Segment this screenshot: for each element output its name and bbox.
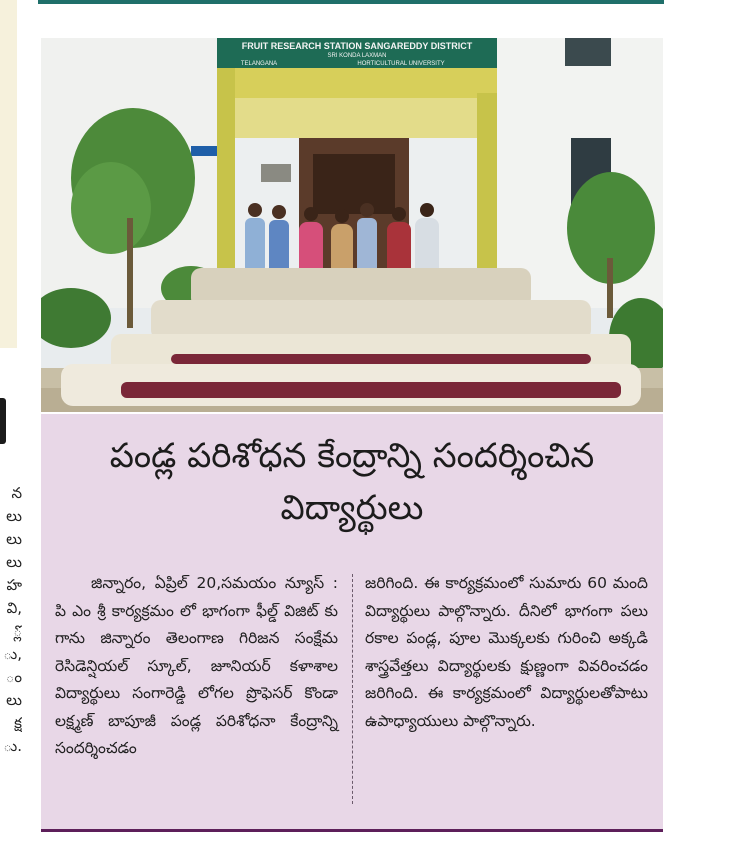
column-divider [352,574,353,804]
adjacent-column-marker [0,398,6,444]
group-photo-illustration [41,38,663,412]
adjacent-fragment: వి, [6,599,22,617]
sign-line-2: SRI KONDA LAXMAN [327,53,387,59]
adjacent-fragment: లు [6,553,22,571]
adjacent-fragment: లు [6,691,22,709]
headline-line-1: పండ్ల పరిశోధన కేంద్రాన్ని సందర్శించిన [109,436,595,476]
article-photo [41,38,663,412]
sign-line-1: FRUIT RESEARCH STATION SANGAREDDY DISTRICT [241,41,473,51]
adjacent-fragment: ు. [3,737,22,755]
adjacent-fragment: న [11,484,22,502]
top-rule [38,0,664,4]
adjacent-fragment: ్లో [13,622,22,640]
adjacent-fragment: ం [5,668,22,686]
article-column-2: జరిగింది. ఈ కార్యక్రమంలో సుమారు 60 మంది విద్యార్థులు పాల్గొన్నారు. దీనిలో భాగంగా పలు రకాల పండ్ల, పూల మొక్కలకు గురించి అక్కడి శాస్త్రవేత్తలు విద్యార్థులకు క్షుణ్ణంగా వివరించడం జరిగింది. ఈ కార్యక్రమంలో విద్యార్థులతోపాటు ఉపాధ్యాయులు పాల్గొన్నారు. [365,574,648,730]
adjacent-fragment: లు [6,507,22,525]
adjacent-fragment: ు, [3,645,22,663]
bottom-rule [41,829,663,832]
adjacent-column-box [0,0,17,348]
sign-line-3-left: TELANGANA [240,61,278,67]
article-panel [41,414,663,829]
headline-line-2: విద్యార్థులు [280,488,424,528]
adjacent-column [0,0,34,847]
adjacent-column-text [0,482,22,758]
adjacent-fragment: హ [6,576,22,594]
adjacent-fragment: లు [6,530,22,548]
article-column-1: జిన్నారం, ఏప్రిల్ 20,సమయం న్యూస్ : పి ఎం శ్రీ కార్యక్రమం లో భాగంగా ఫీల్డ్ విజిట్ కు గాను జిన్నారం తెలంగాణ గిరిజన సంక్షేమ రెసిడెన్షియల్ స్కూల్, జూనియర్ కళాశాల విద్యార్థులు సంగారెడ్డి లోగల ప్రొఫెసర్ కొండా లక్ష్మణ్ బాపూజీ పండ్ల పరిశోధనా కేంద్రాన్ని సందర్శించడం [55,574,338,757]
headline [41,430,663,534]
sign-line-3-right: HORTICULTURAL UNIVERSITY [357,61,445,67]
adjacent-fragment: క్ష [14,714,22,732]
